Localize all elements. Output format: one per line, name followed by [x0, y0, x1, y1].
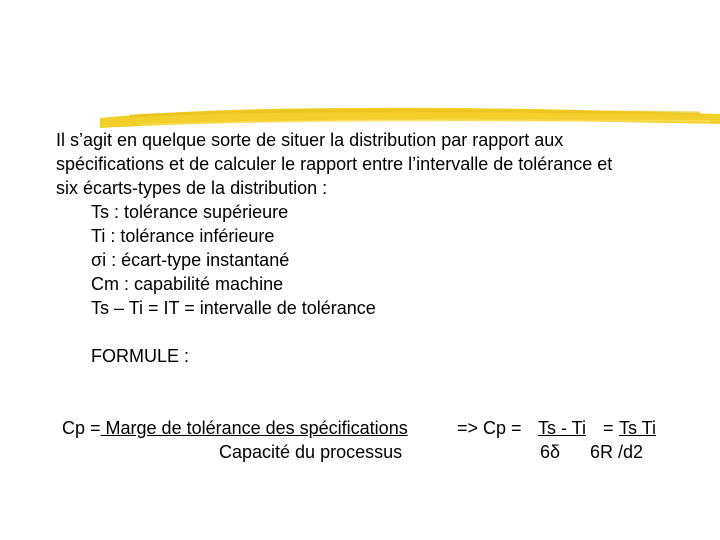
- definition-ts: Ts : tolérance supérieure: [91, 202, 289, 222]
- definition-sigma: σi : écart-type instantané: [91, 250, 290, 270]
- cp-prefix: Cp =: [62, 418, 101, 438]
- ts-ti: Ts Ti: [619, 418, 657, 438]
- cp-numerator: Marge de tolérance des spécifications: [100, 418, 408, 438]
- six-r-d2: 6R /d2: [590, 442, 644, 462]
- formula-row-top: [62, 416, 702, 440]
- main-text-block: [56, 128, 696, 368]
- six-delta: 6δ: [540, 442, 561, 462]
- intro-line-1: Il s’agit en quelque sorte de situer la distribution par rapport aux: [56, 130, 564, 150]
- definition-it: Ts – Ti = IT = intervalle de tolérance: [91, 298, 376, 318]
- arrow-cp: => Cp =: [457, 418, 522, 438]
- equals-sign: =: [603, 418, 614, 438]
- formula-block: [62, 416, 702, 464]
- yellow-brush-stroke: [100, 98, 720, 132]
- definition-ti: Ti : tolérance inférieure: [91, 226, 275, 246]
- formule-label: FORMULE :: [91, 346, 190, 366]
- ts-minus-ti: Ts - Ti: [538, 418, 586, 438]
- intro-line-3: six écarts-types de la distribution :: [56, 178, 328, 198]
- intro-line-2: spécifications et de calculer le rapport entre l’intervalle de tolérance et: [56, 154, 613, 174]
- formula-row-bottom: [62, 440, 702, 464]
- definition-cm: Cm : capabilité machine: [91, 274, 284, 294]
- cp-denominator: Capacité du processus: [219, 442, 403, 462]
